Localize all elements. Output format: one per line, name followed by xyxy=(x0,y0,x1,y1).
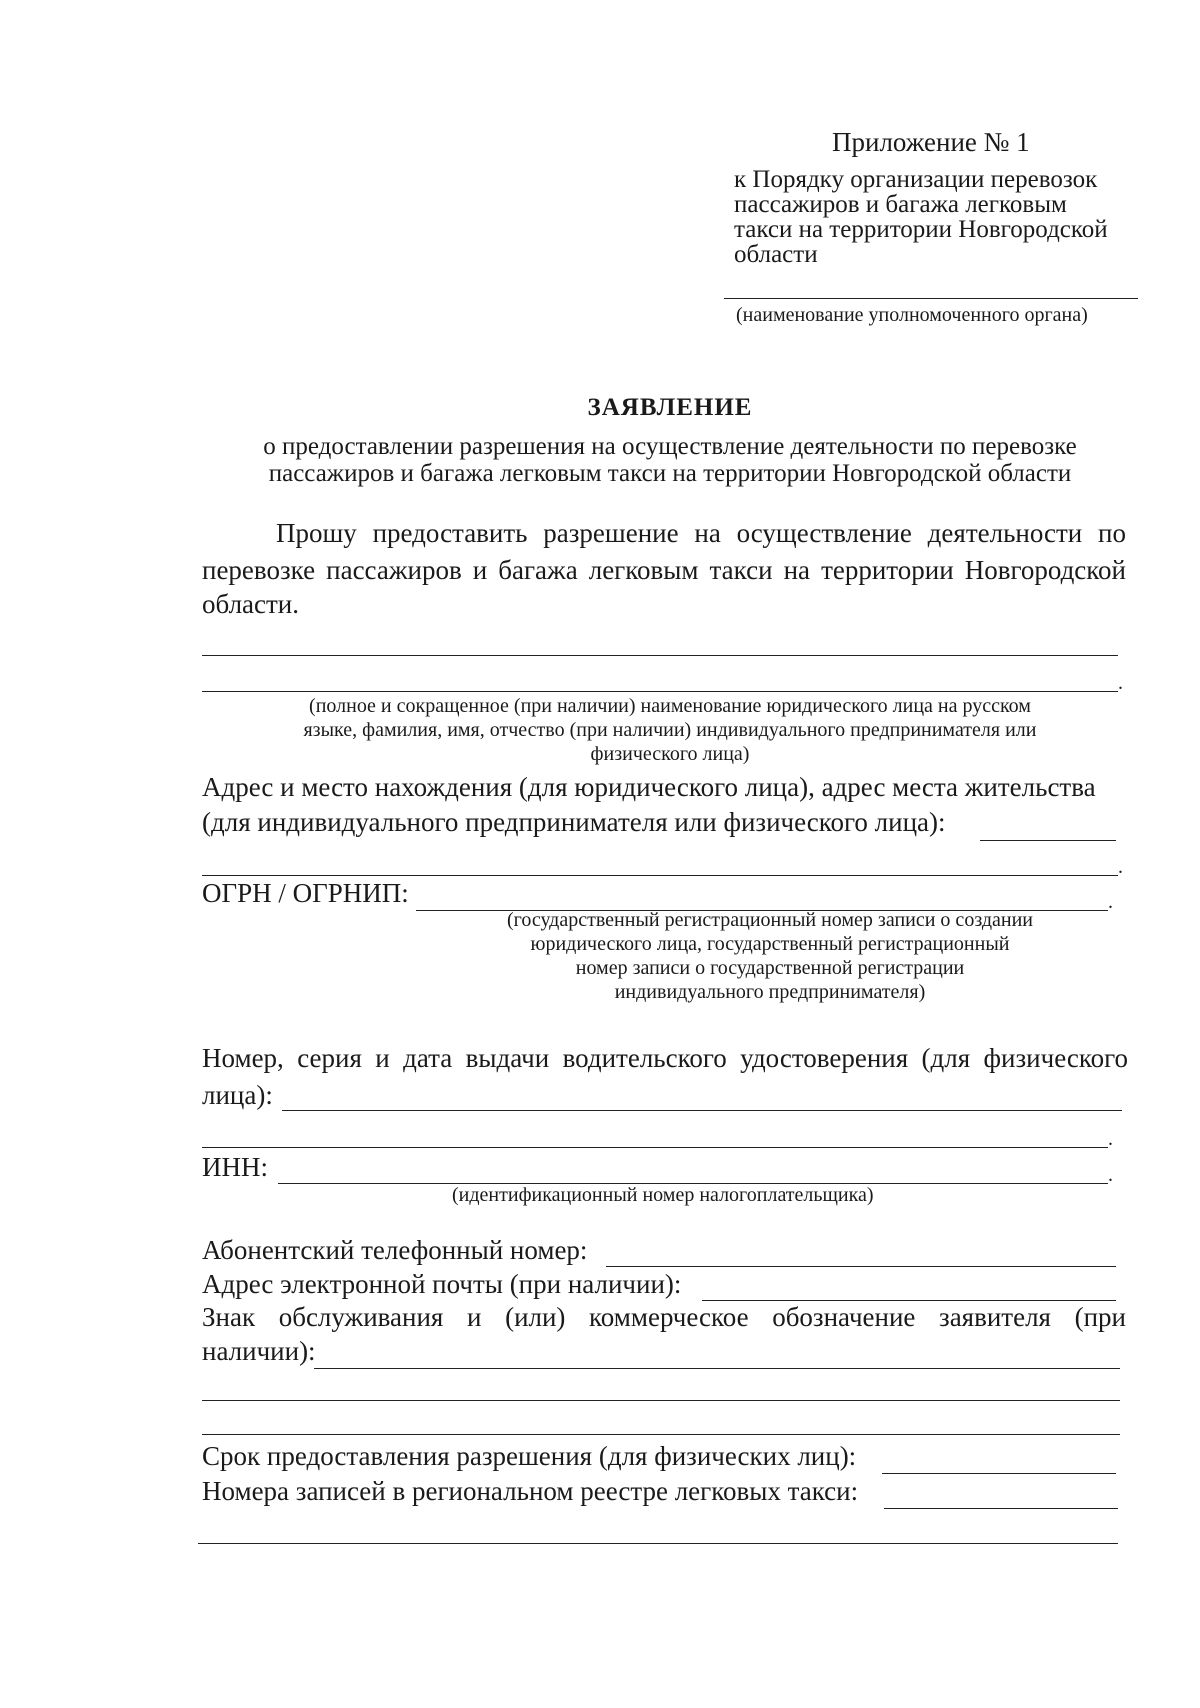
caption-line: индивидуального предпринимателя) xyxy=(614,981,926,1003)
brand-field-line-1[interactable] xyxy=(314,1368,1120,1369)
registry-field-line-1[interactable] xyxy=(884,1508,1118,1509)
subtitle-line: пассажиров и багажа легковым такси на территории Новгородской области xyxy=(268,460,1072,487)
ogrn-caption xyxy=(420,908,1120,1004)
email-field-line[interactable] xyxy=(702,1300,1116,1301)
caption-line: юридического лица, государственный регистрационный xyxy=(530,933,1010,955)
document-title: ЗАЯВЛЕНИЕ xyxy=(587,394,753,421)
address-field-line-1[interactable] xyxy=(980,840,1116,841)
applicant-name-line-1[interactable] xyxy=(202,655,1118,656)
line-end-period: . xyxy=(1108,1164,1113,1186)
email-label: Адрес электронной почты (при наличии): xyxy=(202,1269,682,1299)
caption-line: языке, фамилия, имя, отчество (при наличии) индивидуального предпринимателя или xyxy=(303,719,1037,741)
phone-field-line[interactable] xyxy=(606,1266,1116,1267)
appendix-line: области xyxy=(734,241,818,268)
request-line-3: области. xyxy=(202,589,300,619)
term-field-line[interactable] xyxy=(882,1473,1116,1474)
appendix-line: пассажиров и багажа легковым xyxy=(734,191,1067,218)
line-end-period: . xyxy=(1108,891,1113,913)
inn-label: ИНН: xyxy=(202,1152,268,1182)
caption-line: (государственный регистрационный номер записи о создании xyxy=(506,909,1034,931)
license-field-line-2[interactable] xyxy=(202,1147,1108,1148)
line-end-period: . xyxy=(1108,1128,1113,1150)
subtitle-line: о предоставлении разрешения на осуществление деятельности по перевозке xyxy=(263,433,1077,460)
phone-label: Абонентский телефонный номер: xyxy=(202,1235,588,1265)
line-end-period: . xyxy=(1118,856,1123,878)
appendix-line: такси на территории Новгородской xyxy=(734,216,1108,243)
request-line-1: Прошу предоставить разрешение на осуществление деятельности по xyxy=(276,518,1126,548)
term-label: Срок предоставления разрешения (для физических лиц): xyxy=(202,1441,857,1471)
caption-line: (полное и сокращенное (при наличии) наименование юридического лица на русском xyxy=(309,695,1031,717)
appendix-text xyxy=(734,167,1108,267)
license-field-line-1[interactable] xyxy=(282,1110,1122,1111)
address-label-line-2: (для индивидуального предпринимателя или физического лица): xyxy=(202,807,946,837)
brand-label-line-1: Знак обслуживания и (или) коммерческое обозначение заявителя (при xyxy=(202,1302,1126,1332)
registry-field-line-2[interactable] xyxy=(198,1543,1118,1544)
registry-label: Номера записей в региональном реестре легковых такси: xyxy=(202,1476,859,1506)
applicant-name-line-2[interactable] xyxy=(202,691,1118,692)
address-label-line-1: Адрес и место нахождения (для юридического лица), адрес места жительства xyxy=(202,772,1096,802)
ogrn-label: ОГРН / ОГРНИП: xyxy=(202,878,409,908)
appendix-line: к Порядку организации перевозок xyxy=(734,166,1098,193)
request-line-2: перевозке пассажиров и багажа легковым такси на территории Новгородской xyxy=(202,555,1126,585)
license-label-line-2: лица): xyxy=(202,1080,273,1110)
brand-label-line-2: наличии): xyxy=(202,1336,316,1366)
appendix-title: Приложение № 1 xyxy=(832,127,1030,157)
license-label-line-1: Номер, серия и дата выдачи водительского удостоверения (для физического xyxy=(202,1043,1128,1073)
document-subtitle xyxy=(200,433,1140,487)
brand-field-line-2[interactable] xyxy=(202,1400,1120,1401)
brand-field-line-3[interactable] xyxy=(202,1434,1120,1435)
caption-line: номер записи о государственной регистрации xyxy=(575,957,965,979)
address-field-line-2[interactable] xyxy=(202,875,1118,876)
authority-field-line[interactable] xyxy=(724,298,1138,299)
applicant-name-caption xyxy=(200,694,1140,766)
inn-caption: (идентификационный номер налогоплательщика) xyxy=(452,1184,874,1206)
line-end-period: . xyxy=(1118,672,1123,694)
authority-caption: (наименование уполномоченного органа) xyxy=(736,304,1088,326)
caption-line: физического лица) xyxy=(590,743,750,765)
